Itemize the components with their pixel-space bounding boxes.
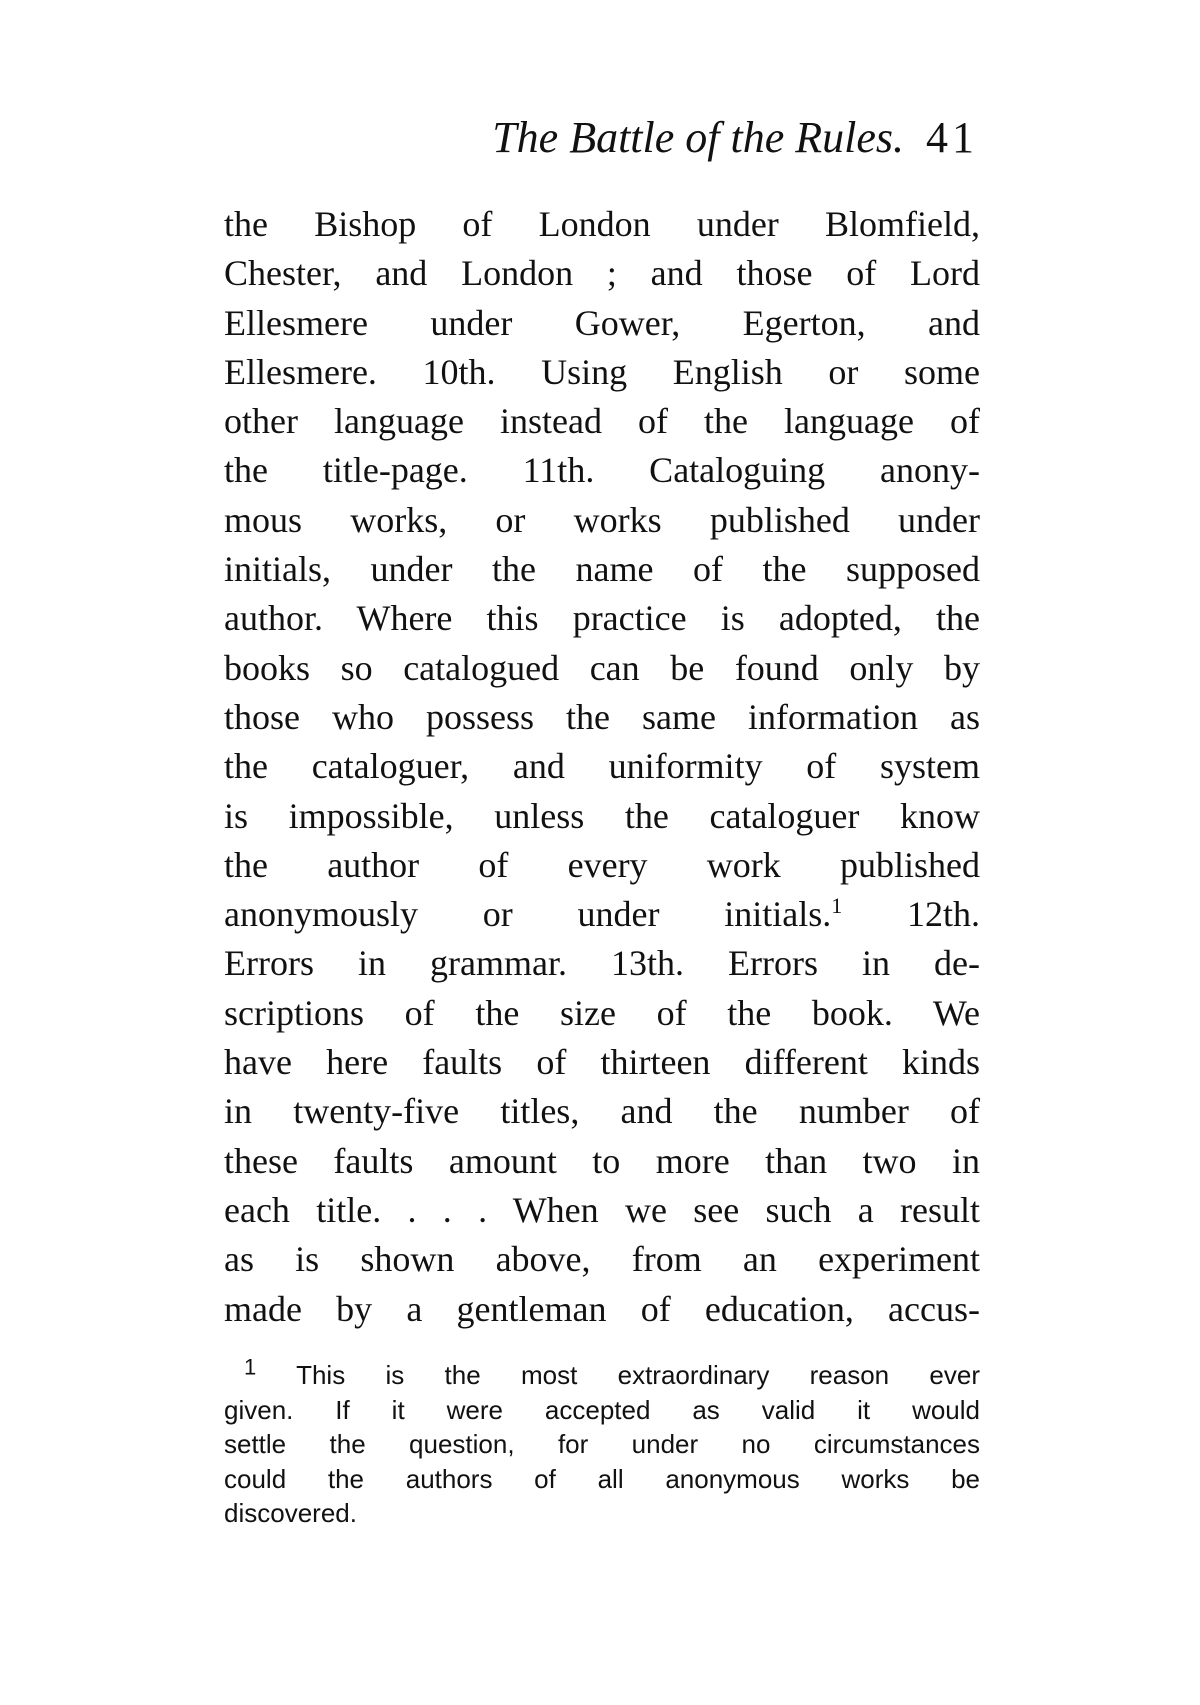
footnote-marker: 1 bbox=[244, 1354, 257, 1380]
text-line: those who possess the same information as bbox=[224, 696, 980, 737]
text-line: Ellesmere. 10th. Using English or some bbox=[224, 351, 980, 392]
text-line: as is shown above, from an experiment bbox=[224, 1239, 980, 1280]
text-line: each title. . . . When we see such a result bbox=[224, 1189, 980, 1230]
text-line-with-footnote-ref bbox=[224, 890, 980, 939]
text-line: these faults amount to more than two in bbox=[224, 1140, 980, 1181]
text-line: the cataloguer, and uniformity of system bbox=[224, 746, 980, 787]
body-text bbox=[224, 200, 980, 1334]
page-number: 41 bbox=[926, 113, 978, 162]
line-text-tail: 12th. bbox=[906, 894, 980, 935]
footnote-line bbox=[224, 1354, 980, 1393]
text-line: the Bishop of London under Blomfield, bbox=[224, 204, 980, 244]
text-line: have here faults of thirteen different kinds bbox=[224, 1042, 980, 1083]
text-line: books so catalogued can be found only by bbox=[224, 647, 980, 688]
text-line: other language instead of the language of bbox=[224, 401, 980, 442]
text-line: the title-page. 11th. Cataloguing anony- bbox=[224, 450, 980, 491]
text-line: Chester, and London ; and those of Lord bbox=[224, 253, 980, 294]
footnote-line: settle the question, for under no circumstances bbox=[224, 1429, 980, 1459]
text-line: mous works, or works published under bbox=[224, 499, 980, 540]
footnote-line: given. If it were accepted as valid it would bbox=[224, 1394, 980, 1425]
text-line: author. Where this practice is adopted, the bbox=[224, 598, 980, 639]
line-text: anonymously or under initials. bbox=[224, 894, 832, 935]
text-line: scriptions of the size of the book. We bbox=[224, 992, 980, 1033]
running-head bbox=[126, 108, 986, 168]
footnote-line: discovered. bbox=[224, 1498, 357, 1528]
footnote-line: could the authors of all anonymous works be bbox=[224, 1463, 980, 1494]
text-line: made by a gentleman of education, accus- bbox=[224, 1288, 980, 1329]
text-line: initials, under the name of the supposed bbox=[224, 549, 980, 590]
footnote-reference: 1 bbox=[831, 893, 843, 919]
running-title: The Battle of the Rules. bbox=[492, 113, 904, 162]
text-line: in twenty-five titles, and the number of bbox=[224, 1091, 980, 1132]
text-line: Ellesmere under Gower, Egerton, and bbox=[224, 302, 980, 343]
text-line: the author of every work published bbox=[224, 844, 980, 885]
footnote bbox=[224, 1354, 980, 1531]
text-line: Errors in grammar. 13th. Errors in de- bbox=[224, 943, 980, 984]
footnote-text: This is the most extraordinary reason ever bbox=[296, 1360, 980, 1390]
text-line: is impossible, unless the cataloguer know bbox=[224, 795, 980, 836]
